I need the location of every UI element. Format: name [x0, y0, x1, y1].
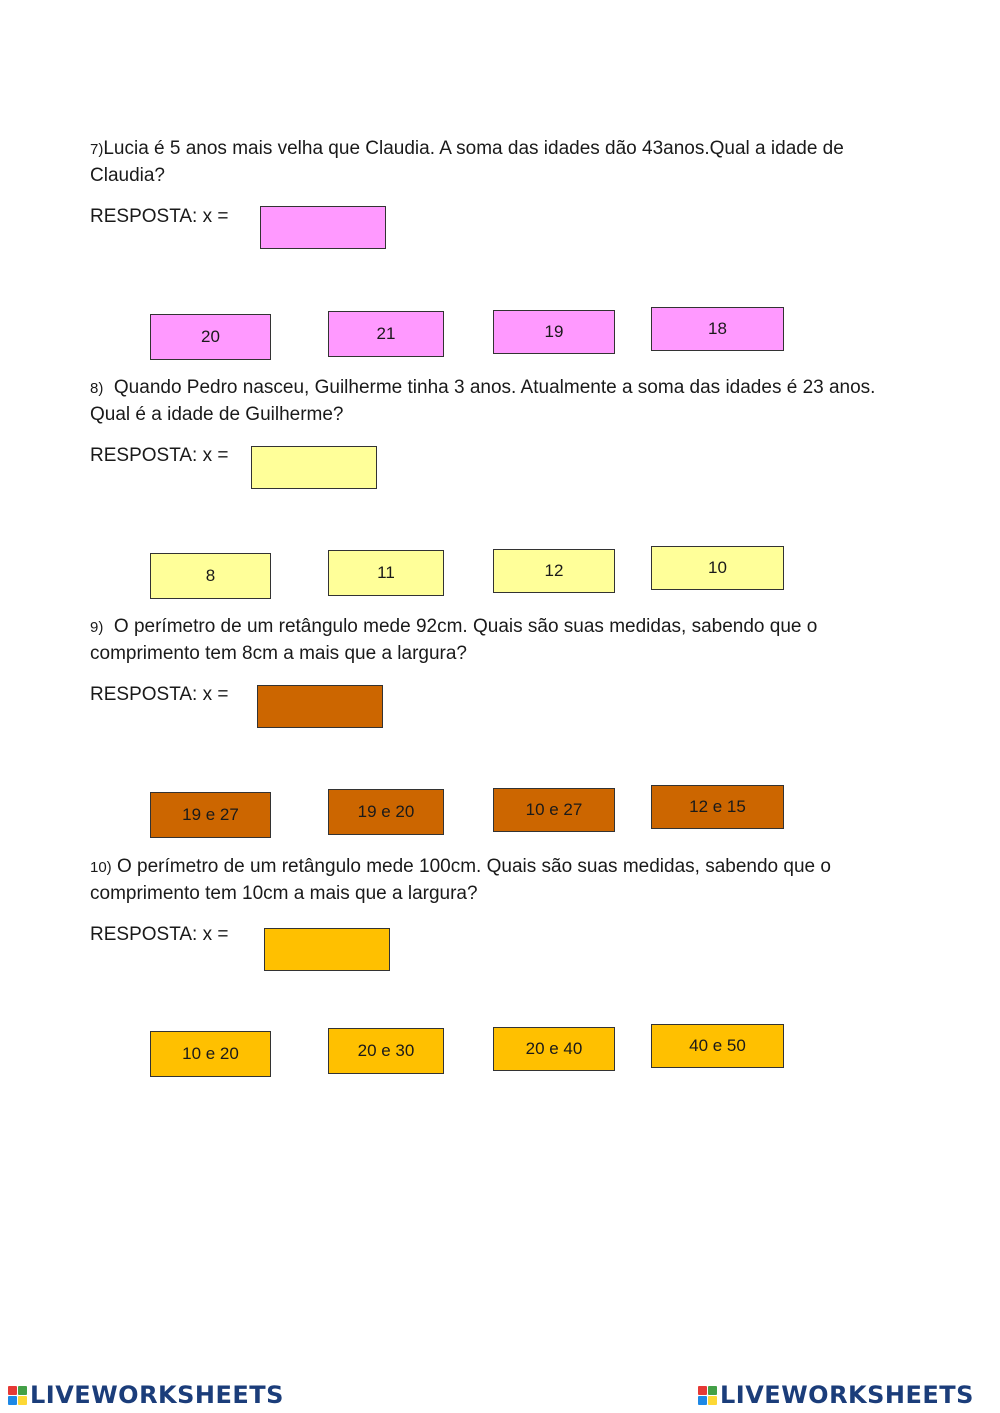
question-number: 9) [90, 619, 104, 636]
liveworksheets-logo-right [698, 1381, 974, 1409]
liveworksheets-logo-left [8, 1381, 284, 1409]
question-text: Lucia é 5 anos mais velha que Claudia. A soma das idades dão 43anos.Qual a idade de Claudia? [90, 138, 844, 186]
question-7 [90, 136, 910, 189]
answer-label: RESPOSTA: x = [90, 206, 229, 227]
option-19-e-27[interactable]: 19 e 27 [150, 792, 271, 838]
option-10-e-27[interactable]: 10 e 27 [493, 788, 615, 832]
answer-label: RESPOSTA: x = [90, 924, 229, 945]
option-20-e-30[interactable]: 20 e 30 [328, 1028, 444, 1074]
logo-mark-icon [8, 1386, 27, 1405]
answer-label: RESPOSTA: x = [90, 684, 229, 705]
question-8 [90, 375, 910, 428]
answer-drop-zone-8[interactable] [251, 446, 377, 489]
option-12-e-15[interactable]: 12 e 15 [651, 785, 784, 829]
option-12[interactable]: 12 [493, 549, 615, 593]
logo-text: LIVEWORKSHEETS [720, 1381, 974, 1409]
question-text: O perímetro de um retângulo mede 100cm. Quais são suas medidas, sabendo que o comprimento tem 10cm a mais que a largura? [90, 856, 831, 904]
answer-drop-zone-7[interactable] [260, 206, 386, 249]
question-10 [90, 854, 910, 907]
option-21[interactable]: 21 [328, 311, 444, 357]
answer-drop-zone-9[interactable] [257, 685, 383, 728]
option-8[interactable]: 8 [150, 553, 271, 599]
question-number: 8) [90, 380, 104, 397]
option-19-e-20[interactable]: 19 e 20 [328, 789, 444, 835]
option-11[interactable]: 11 [328, 550, 444, 596]
option-10[interactable]: 10 [651, 546, 784, 590]
option-19[interactable]: 19 [493, 310, 615, 354]
question-number: 7) [90, 141, 104, 158]
option-20[interactable]: 20 [150, 314, 271, 360]
question-9 [90, 614, 910, 667]
option-10-e-20[interactable]: 10 e 20 [150, 1031, 271, 1077]
answer-drop-zone-10[interactable] [264, 928, 390, 971]
question-text: O perímetro de um retângulo mede 92cm. Quais são suas medidas, sabendo que o comprimento tem 8cm a mais que a largura? [90, 616, 818, 664]
question-number: 10) [90, 859, 112, 876]
question-text: Quando Pedro nasceu, Guilherme tinha 3 anos. Atualmente a soma das idades é 23 anos. Qual é a idade de Guilherme? [90, 377, 876, 425]
option-40-e-50[interactable]: 40 e 50 [651, 1024, 784, 1068]
option-20-e-40[interactable]: 20 e 40 [493, 1027, 615, 1071]
answer-label: RESPOSTA: x = [90, 445, 229, 466]
logo-mark-icon [698, 1386, 717, 1405]
option-18[interactable]: 18 [651, 307, 784, 351]
logo-text: LIVEWORKSHEETS [30, 1381, 284, 1409]
